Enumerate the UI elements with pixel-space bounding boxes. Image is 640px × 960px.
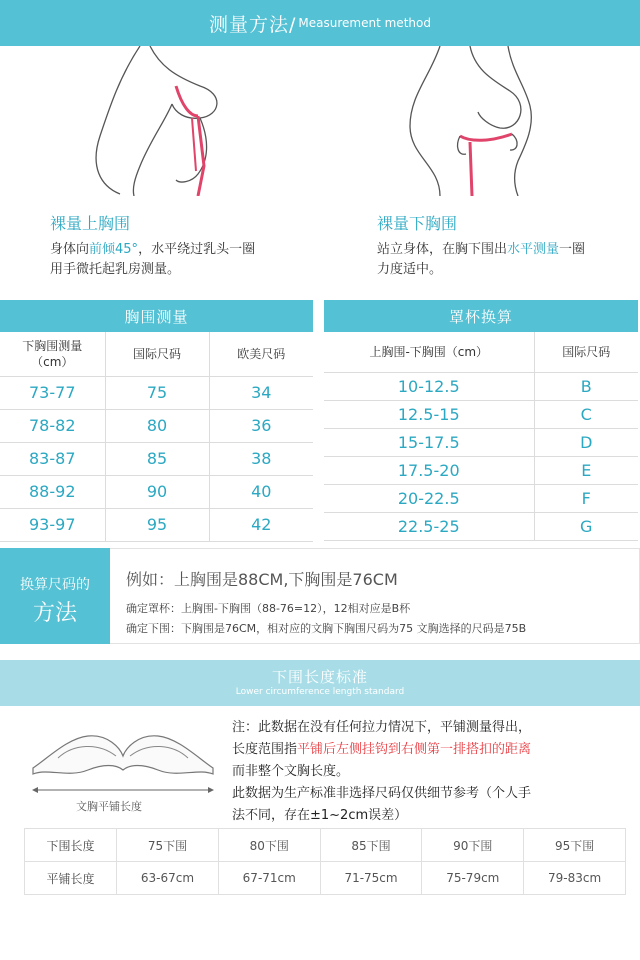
table-header-row xyxy=(324,332,638,372)
table-cell: 40 xyxy=(209,475,313,508)
conversion-label-line1: 换算尺码的 xyxy=(20,577,90,593)
table-cell: D xyxy=(534,428,638,456)
table-cell: 73-77 xyxy=(0,376,105,409)
note-line3: 而非整个文胸长度。 xyxy=(232,764,350,779)
table-cell: 63-67cm xyxy=(117,862,219,895)
table-row xyxy=(0,442,313,475)
upper-bust-desc xyxy=(50,240,255,280)
table-cell: 95下围 xyxy=(524,829,626,862)
upper-bust-illustration xyxy=(80,46,270,196)
cup-table-title: 罩杯换算 xyxy=(324,300,638,332)
table-row xyxy=(0,508,313,541)
column-header: 下胸围测量 （cm） xyxy=(0,332,105,376)
table-cell: C xyxy=(534,400,638,428)
table-row xyxy=(324,512,638,540)
table-cell: 10-12.5 xyxy=(324,372,534,400)
table-cell: 67-71cm xyxy=(218,862,320,895)
conversion-label-box xyxy=(0,548,110,644)
note-line2 xyxy=(232,738,531,757)
table-cell: 71-75cm xyxy=(320,862,422,895)
table-row xyxy=(0,475,313,508)
under-bust-title: 裸量下胸围 xyxy=(377,214,458,233)
table-cell: 75 xyxy=(105,376,209,409)
length-table xyxy=(24,828,626,895)
table-cell: 42 xyxy=(209,508,313,541)
header-title: 测量方法/ xyxy=(209,13,297,36)
table-row xyxy=(0,409,313,442)
table-cell: 12.5-15 xyxy=(324,400,534,428)
table-row xyxy=(324,484,638,512)
under-bust-desc xyxy=(377,240,585,280)
table-cell: 36 xyxy=(209,409,313,442)
table-header-row xyxy=(0,332,313,376)
table-cell: 80 xyxy=(105,409,209,442)
bust-table-title: 胸围测量 xyxy=(0,300,313,332)
conversion-cup-line: 确定罩杯：上胸围-下胸围（88-76=12），12相对应是B杯 xyxy=(126,602,411,615)
table-row xyxy=(324,456,638,484)
under-desc-pre: 站立身体，在胸下围出 xyxy=(377,242,508,257)
upper-desc-post: ，水平绕过乳头一圈 xyxy=(138,242,256,257)
table-cell: 20-22.5 xyxy=(324,484,534,512)
table-cell: 83-87 xyxy=(0,442,105,475)
table-cell: 85下围 xyxy=(320,829,422,862)
conversion-example: 例如：上胸围是88CM,下胸围是76CM xyxy=(126,570,398,589)
note-line2-red: 平铺后左侧挂钩到右侧第一排搭扣的距离 xyxy=(297,742,532,757)
table-cell: 75下围 xyxy=(117,829,219,862)
column-header: 国际尺码 xyxy=(534,332,638,372)
table-row xyxy=(25,862,626,895)
band-subtitle: Lower circumference length standard xyxy=(235,687,405,697)
table-row xyxy=(25,829,626,862)
row-label: 平铺长度 xyxy=(25,862,117,895)
table-cell: 38 xyxy=(209,442,313,475)
table-row xyxy=(324,400,638,428)
upper-desc-line2: 用手微托起乳房测量。 xyxy=(50,262,181,277)
table-row xyxy=(324,372,638,400)
bra-illustration xyxy=(28,718,218,796)
upper-desc-highlight: 前倾45° xyxy=(89,242,139,257)
table-cell: 15-17.5 xyxy=(324,428,534,456)
header-subtitle: Measurement method xyxy=(298,16,431,30)
upper-desc-pre: 身体向 xyxy=(50,242,90,257)
table-cell: E xyxy=(534,456,638,484)
row-label: 下围长度 xyxy=(25,829,117,862)
column-header: 上胸围-下胸围（cm） xyxy=(324,332,534,372)
column-header: 国际尺码 xyxy=(105,332,209,376)
column-header: 欧美尺码 xyxy=(209,332,313,376)
conversion-panel xyxy=(110,548,640,644)
note-line4: 此数据为生产标准非选择尺码仅供细节参考（个人手 xyxy=(232,786,532,801)
table-cell: 80下围 xyxy=(218,829,320,862)
note-line2-pre: 长度范围指 xyxy=(232,742,298,757)
under-bust-illustration xyxy=(400,46,560,196)
bra-caption: 文胸平铺长度 xyxy=(76,800,142,813)
under-desc-line2: 力度适中。 xyxy=(377,262,443,277)
table-cell: 90下围 xyxy=(422,829,524,862)
table-cell: 95 xyxy=(105,508,209,541)
conversion-under-line: 确定下围：下胸围是76CM，相对应的文胸下胸围尺码为75 文胸选择的尺码是75B xyxy=(126,622,527,635)
table-cell: 79-83cm xyxy=(524,862,626,895)
upper-bust-title: 裸量上胸围 xyxy=(50,214,131,233)
table-cell: 90 xyxy=(105,475,209,508)
table-cell: 88-92 xyxy=(0,475,105,508)
table-cell: 22.5-25 xyxy=(324,512,534,540)
bust-table xyxy=(0,332,313,542)
length-standard-band xyxy=(0,660,640,706)
table-cell: 75-79cm xyxy=(422,862,524,895)
under-desc-highlight: 水平测量 xyxy=(507,242,560,257)
section-header xyxy=(0,0,640,46)
table-cell: 34 xyxy=(209,376,313,409)
table-cell: F xyxy=(534,484,638,512)
note-line1: 注：此数据在没有任何拉力情况下，平铺测量得出， xyxy=(232,720,532,735)
table-row xyxy=(0,376,313,409)
table-cell: B xyxy=(534,372,638,400)
table-cell: 85 xyxy=(105,442,209,475)
cup-table xyxy=(324,332,638,541)
under-desc-post: 一圈 xyxy=(559,242,586,257)
conversion-label-line2: 方法 xyxy=(32,601,77,626)
table-row xyxy=(324,428,638,456)
note-line5: 法不同，存在±1~2cm误差） xyxy=(232,808,408,823)
band-title: 下围长度标准 xyxy=(271,668,368,686)
table-cell: 17.5-20 xyxy=(324,456,534,484)
table-cell: G xyxy=(534,512,638,540)
table-cell: 93-97 xyxy=(0,508,105,541)
table-cell: 78-82 xyxy=(0,409,105,442)
